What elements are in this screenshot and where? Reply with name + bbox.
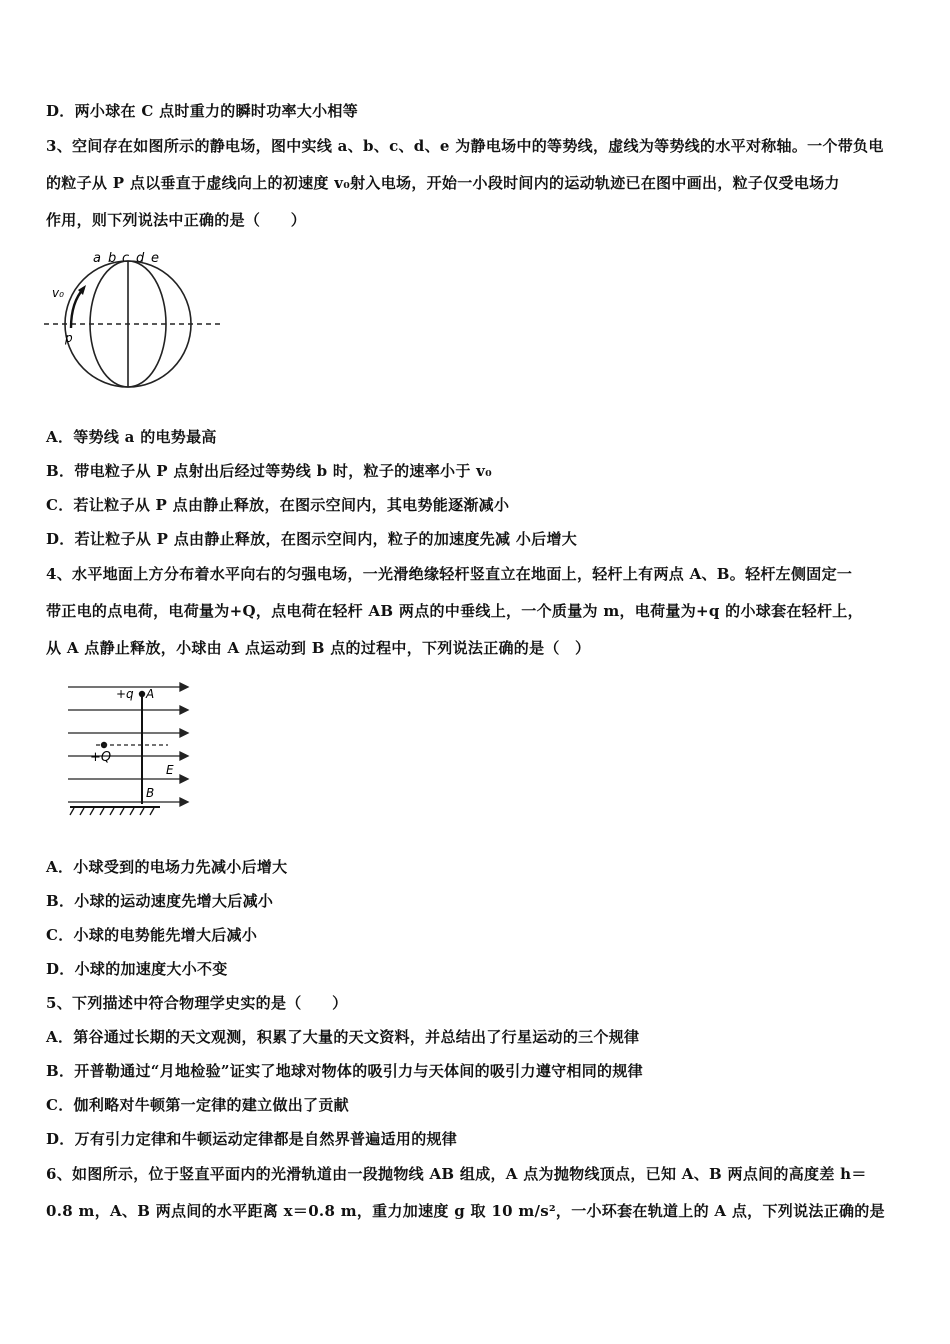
q5-option-b: B．开普勒通过“月地检验”证实了地球对物体的吸引力与天体间的吸引力遵守相同的规律: [46, 1062, 643, 1080]
q6-stem-line-1: 6、如图所示，位于竖直平面内的光滑轨道由一段抛物线 AB 组成，A 点为抛物线顶点，已知 A、B 两点间的高度差 h＝: [46, 1165, 867, 1183]
q5-option-c: C．伽利略对牛顿第一定律的建立做出了贡献: [46, 1096, 349, 1114]
q3-option-b: B．带电粒子从 P 点射出后经过等势线 b 时，粒子的速率小于 v₀: [46, 462, 493, 480]
q4-option-d: D．小球的加速度大小不变: [46, 960, 228, 978]
q3-stem-line-2: 的粒子从 P 点以垂直于虚线向上的初速度 v₀射入电场，开始一小段时间内的运动轨迹已在图中画出，粒子仅受电场力: [46, 174, 840, 192]
label-c: c: [122, 251, 130, 266]
q4-stem-line-1: 4、水平地面上方分布着水平向右的匀强电场，一光滑绝缘轻杆竖直立在地面上，轻杆上有两点 A、B。轻杆左侧固定一: [46, 565, 853, 583]
q4-option-a: A．小球受到的电场力先减小后增大: [46, 858, 288, 876]
q3-stem-line-3: 作用，则下列说法中正确的是（ ）: [46, 211, 307, 229]
q4-option-c: C．小球的电势能先增大后减小: [46, 926, 258, 944]
q6-stem-line-2: 0.8 m，A、B 两点间的水平距离 x＝0.8 m，重力加速度 g 取 10 m/s²，一小环套在轨道上的 A 点，下列说法正确的是: [46, 1202, 885, 1220]
label-b: b: [108, 251, 117, 266]
label-a: a: [93, 251, 101, 266]
q5-stem: 5、下列描述中符合物理学史实的是（ ）: [46, 994, 348, 1012]
label-e-field: E: [166, 763, 174, 777]
ball-q: [139, 691, 145, 697]
q5-option-d: D．万有引力定律和牛顿运动定律都是自然界普遍适用的规律: [46, 1130, 458, 1148]
label-v0: v₀: [52, 286, 64, 300]
q2-option-d: D．两小球在 C 点时重力的瞬时功率大小相等: [46, 102, 358, 120]
q3-option-c: C．若让粒子从 P 点由静止释放，在图示空间内，其电势能逐渐减小: [46, 496, 510, 514]
q4-stem-line-2: 带正电的点电荷，电荷量为+Q，点电荷在轻杆 AB 两点的中垂线上，一个质量为 m，电荷量为+q 的小球套在轻杆上，: [46, 602, 863, 620]
equipotential-figure: [40, 246, 230, 391]
label-a-point: A: [146, 687, 155, 701]
label-plus-q: +q: [116, 687, 134, 701]
uniform-field-figure: [60, 676, 210, 821]
label-d: d: [136, 251, 145, 266]
ground-hatch: [70, 808, 154, 815]
q4-option-b: B．小球的运动速度先增大后减小: [46, 892, 274, 910]
q3-option-a: A．等势线 a 的电势最高: [46, 428, 217, 446]
q5-option-a: A．第谷通过长期的天文观测，积累了大量的天文资料，并总结出了行星运动的三个规律: [46, 1028, 640, 1046]
label-b-point: B: [146, 786, 155, 800]
label-plus-big-q: +Q: [90, 750, 112, 765]
q3-stem-line-1: 3、空间存在如图所示的静电场，图中实线 a、b、c、d、e 为静电场中的等势线，虚线为等势线的水平对称轴。一个带负电: [46, 137, 884, 155]
q3-option-d: D．若让粒子从 P 点由静止释放，在图示空间内，粒子的加速度先减 小后增大: [46, 530, 578, 548]
q4-stem-line-3: 从 A 点静止释放，小球由 A 点运动到 B 点的过程中，下列说法正确的是（ ）: [46, 639, 591, 657]
label-p: p: [65, 331, 73, 345]
label-e: e: [151, 251, 159, 266]
